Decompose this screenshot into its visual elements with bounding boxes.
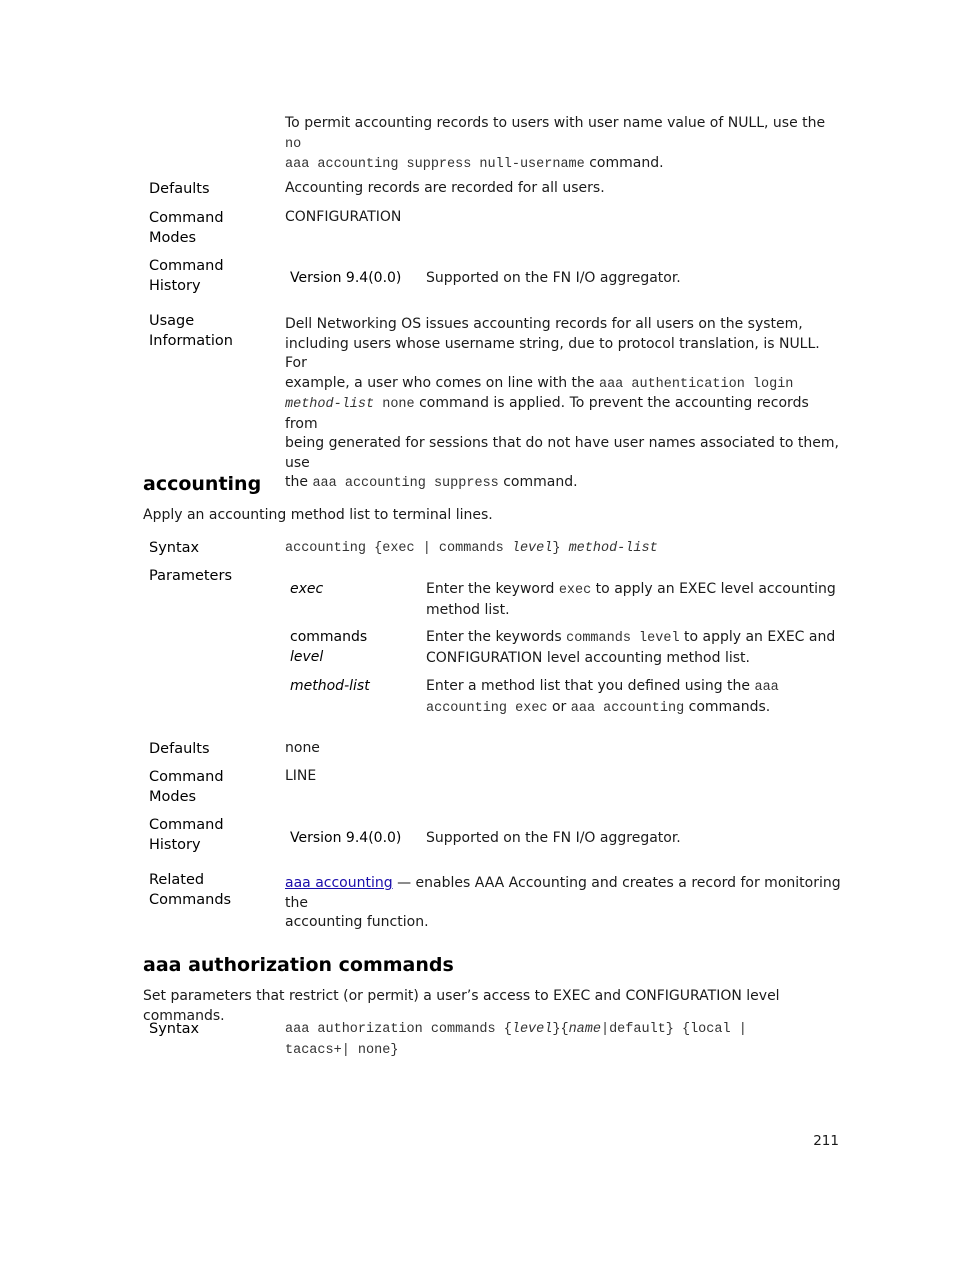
command-modes-label: Command Modes: [149, 210, 224, 246]
history-description: Supported on the FN I/O aggregator.: [426, 830, 681, 846]
syntax-label: Syntax: [149, 1021, 200, 1037]
command-modes-label: Command Modes: [149, 769, 224, 805]
param-name-method-list: method-list: [290, 678, 370, 694]
defaults-label: Defaults: [149, 181, 210, 197]
usage-information-label: Usage Information: [149, 313, 233, 349]
param-desc-exec: Enter the keyword exec to apply an EXEC level accounting method list.: [426, 581, 836, 618]
syntax-text: accounting {exec | commands level} method-list: [285, 541, 658, 556]
command-history-label: Command History: [149, 258, 224, 294]
note-paragraph: To permit accounting records to users with user name value of NULL, use the no aaa accounting suppress null-username command.: [285, 115, 826, 172]
command-modes-value: LINE: [285, 768, 317, 784]
defaults-value: Accounting records are recorded for all users.: [285, 180, 605, 196]
section-intro: Apply an accounting method list to terminal lines.: [143, 507, 493, 523]
history-version: Version 9.4(0.0): [290, 270, 402, 286]
param-name-exec: exec: [290, 581, 324, 597]
defaults-value: none: [285, 740, 320, 756]
section-heading-aaa-authorization-commands: aaa authorization commands: [143, 954, 454, 976]
syntax-label: Syntax: [149, 540, 200, 556]
section-heading-accounting: accounting: [143, 473, 262, 495]
related-commands-text: aaa accounting — enables AAA Accounting and creates a record for monitoring the accounting function.: [285, 875, 841, 930]
history-version: Version 9.4(0.0): [290, 830, 402, 846]
related-commands-label: Related Commands: [149, 872, 232, 908]
related-link-aaa-accounting[interactable]: aaa accounting: [285, 875, 393, 891]
param-desc-method-list: Enter a method list that you defined using the aaa accounting exec or aaa accounting commands.: [426, 678, 779, 716]
page-number: 211: [813, 1133, 839, 1149]
command-history-label: Command History: [149, 817, 224, 853]
usage-information-text: Dell Networking OS issues accounting records for all users on the system, including users whose username string, due to protocol translation, is NULL. For example, a user who comes on line with the aaa authentication login method-list none command is applied. To prevent the accounting records from being generated for sessions that do not have user names associated to them, use the aaa accounting suppress command.: [285, 316, 839, 491]
parameters-label: Parameters: [149, 568, 232, 584]
param-desc-commands-level: Enter the keywords commands level to apply an EXEC and CONFIGURATION level accounting method list.: [426, 629, 836, 666]
param-name-commands-level: commands level: [290, 629, 368, 665]
command-modes-value: CONFIGURATION: [285, 209, 402, 225]
section-intro: Set parameters that restrict (or permit) a user’s access to EXEC and CONFIGURATION level commands.: [143, 988, 780, 1024]
defaults-label: Defaults: [149, 741, 210, 757]
history-description: Supported on the FN I/O aggregator.: [426, 270, 681, 286]
syntax-text: aaa authorization commands {level}{name|default} {local | tacacs+| none}: [285, 1022, 747, 1058]
